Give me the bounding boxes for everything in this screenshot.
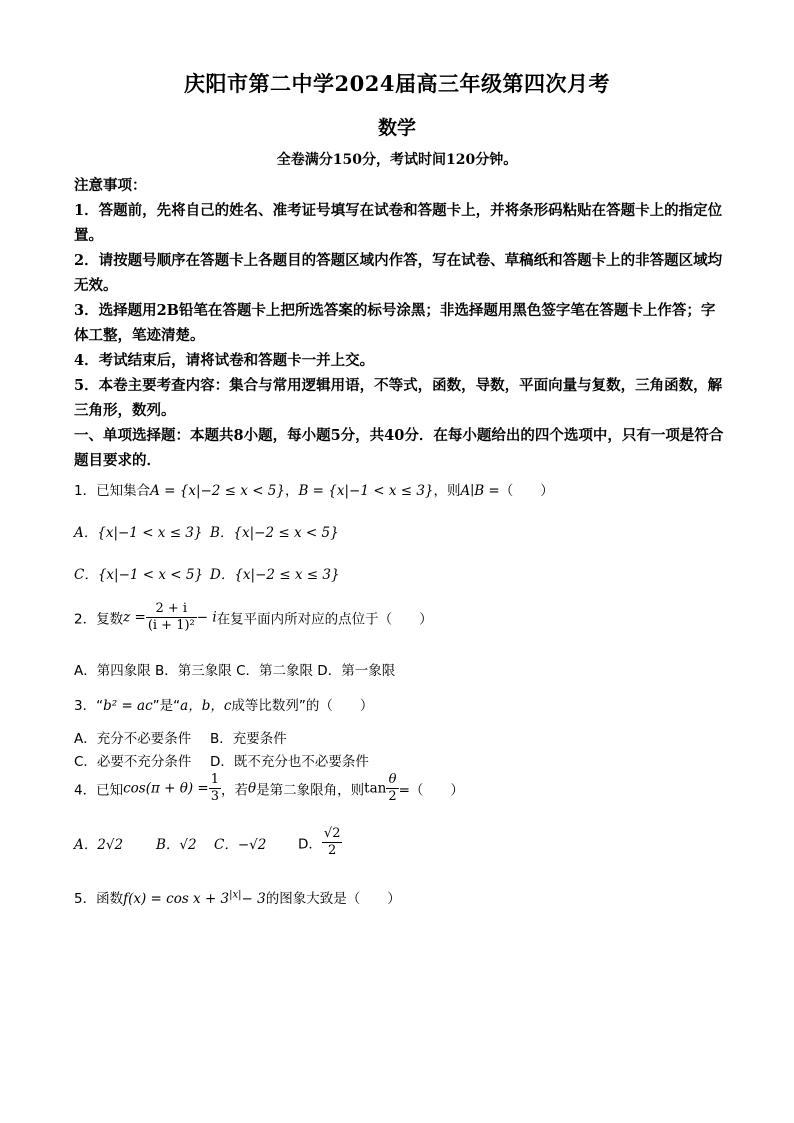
q3-prefix: 3．“ <box>74 698 104 714</box>
q2-numerator: 2 + i <box>146 601 197 618</box>
question-3-options-row2 <box>74 750 734 770</box>
q4-option-c: C．−√2 <box>214 836 267 853</box>
q3-option-a: A．充分不必要条件 <box>74 731 192 747</box>
q5-exponent: |x| <box>229 889 242 901</box>
question-1-options-row2 <box>74 563 734 583</box>
q4-theta: θ <box>248 780 257 797</box>
q1-option-a: A．{x|−1 < x ≤ 3} <box>74 525 203 541</box>
q3-mid: ”是“ <box>152 698 181 714</box>
note-item-5: 5．本卷主要考查内容：集合与常用逻辑用语，不等式，函数，导数，平面向量与复数，三角函数，解三角形，数列。 <box>74 377 723 419</box>
notes-heading: 注意事项： <box>74 177 147 194</box>
q2-suffix: 在复平面内所对应的点位于（ ） <box>216 611 433 628</box>
q5-suffix: 的图象大致是（ ） <box>265 891 401 907</box>
q2-denominator: (i + 1)² <box>147 618 195 633</box>
q2-z-eq: z = <box>123 609 146 626</box>
q4-option-d-denominator: 2 <box>328 843 337 858</box>
question-2-options: A．第四象限 B．第三象限 C．第二象限 D．第一象限 <box>74 663 396 679</box>
q1-op: A∣B = <box>460 483 500 499</box>
q3-option-b: B．充要条件 <box>210 731 287 747</box>
q1-set-b: B = {x|−1 < x ≤ 3} <box>298 483 434 499</box>
q2-fraction <box>146 601 197 634</box>
q4-mid: ，若 <box>221 782 249 799</box>
exam-title: 庆阳市第二中学2024届高三年级第四次月考 <box>184 71 610 96</box>
q4-fraction <box>209 772 221 805</box>
note-item-1: 1．答题前，先将自己的姓名、准考证号填写在试卷和答题卡上，并将条形码粘贴在答题卡上的指定位置。 <box>74 202 723 244</box>
exam-info: 全卷满分150分，考试时间120分钟。 <box>276 152 518 168</box>
q1-set-a: A = {x|−2 ≤ x < 5} <box>150 483 285 499</box>
q3-option-d: D．既不充分也不必要条件 <box>210 754 369 770</box>
q3-suffix: 成等比数列”的（ ） <box>231 698 374 714</box>
q4-cos-expr: cos(π + θ) = <box>123 780 209 797</box>
q1-option-d: D．{x|−2 ≤ x ≤ 3} <box>210 567 340 583</box>
q4-denominator: 3 <box>210 789 220 804</box>
question-2-stem <box>74 601 734 634</box>
q4-option-d-fraction <box>322 826 343 859</box>
question-4-options <box>74 826 734 859</box>
q4-mid2: 是第二象限角，则 <box>256 782 365 799</box>
q4-option-d-numerator: √2 <box>323 826 341 841</box>
q3-expr: b² = ac <box>103 698 153 714</box>
question-3-options-row1 <box>74 727 734 747</box>
q4-suffix: =（ ） <box>398 782 464 799</box>
question-3-stem <box>74 694 734 714</box>
q4-option-b: B．√2 <box>156 836 197 853</box>
q4-tan-denominator: 2 <box>388 789 397 804</box>
q4-option-a: A．2√2 <box>74 836 124 853</box>
note-item-4: 4．考试结束后，请将试卷和答题卡一并上交。 <box>74 352 375 369</box>
q1-prefix: 1．已知集合 <box>74 483 151 499</box>
q4-tan: tan <box>364 780 387 797</box>
q4-numerator: 1 <box>210 772 220 787</box>
q1-paren: （ ） <box>499 483 554 499</box>
q4-tan-numerator: θ <box>386 772 398 789</box>
question-1-stem <box>74 479 734 499</box>
q4-prefix: 4．已知 <box>74 782 124 799</box>
q3-option-c: C．必要不充分条件 <box>74 754 192 770</box>
q1-mid: ，则 <box>433 483 461 499</box>
q4-tan-fraction <box>386 772 398 805</box>
exam-notes <box>74 173 726 473</box>
exam-subject: 数学 <box>377 117 416 139</box>
q1-sep: ， <box>284 483 299 499</box>
q5-expr: f(x) = cos x + 3 <box>123 891 230 907</box>
q3-expr2: a，b，c <box>180 698 232 714</box>
question-4-stem <box>74 772 734 805</box>
q4-option-d-label: D． <box>298 836 322 853</box>
q1-option-c: C．{x|−1 < x < 5} <box>74 567 204 583</box>
q2-minus-i: − i <box>196 609 217 626</box>
q1-option-b: B．{x|−2 ≤ x < 5} <box>210 525 339 541</box>
question-5-stem <box>74 887 734 907</box>
q5-prefix: 5．函数 <box>74 891 124 907</box>
q2-prefix: 2．复数 <box>74 611 124 628</box>
question-1-options-row1 <box>74 521 734 541</box>
q5-expr-end: − 3 <box>241 891 266 907</box>
section-heading: 一、单项选择题：本题共8小题，每小题5分，共40分．在每小题给出的四个选项中，只有一项是符合题目要求的． <box>74 427 724 469</box>
note-item-3: 3．选择题用2B铅笔在答题卡上把所选答案的标号涂黑；非选择题用黑色签字笔在答题卡上作答；字体工整，笔迹清楚。 <box>74 302 716 344</box>
note-item-2: 2．请按题号顺序在答题卡上各题目的答题区域内作答，写在试卷、草稿纸和答题卡上的非答题区域均无效。 <box>74 252 723 294</box>
